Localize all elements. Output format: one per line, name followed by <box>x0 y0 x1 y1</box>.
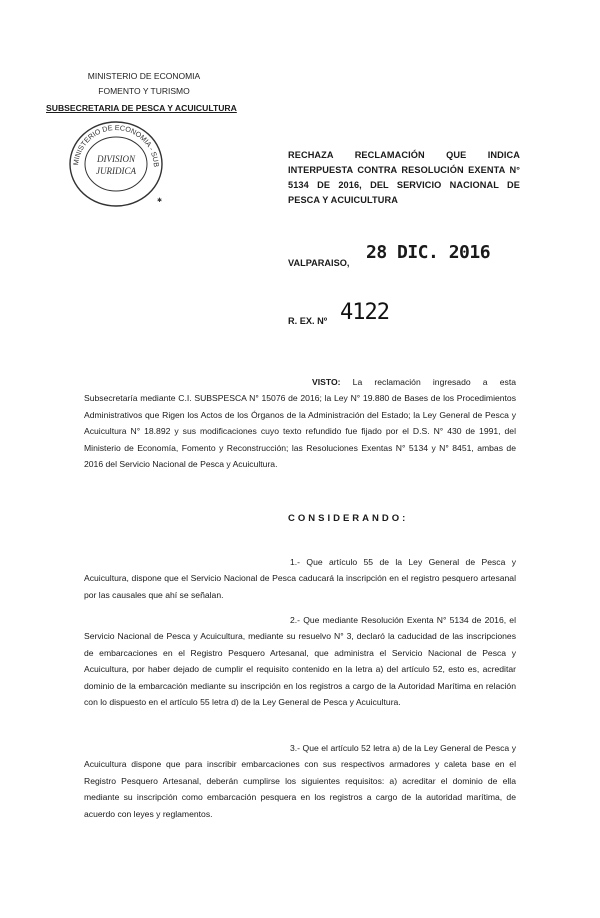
seal-graphic <box>62 112 170 210</box>
ministry-subtitle: FOMENTO Y TURISMO <box>98 86 190 96</box>
visto-label: VISTO: <box>312 377 341 387</box>
seal-center-line2: JURIDICA <box>96 166 136 176</box>
item-text: Que artículo 55 de la Ley General de Pesca y Acuicultura, dispone que el Servicio Nacional de Pesca caducará la inscripción en el registro pesquero artesanal por las causales que ahí se señalan. <box>84 557 516 600</box>
item-text: Que el artículo 52 letra a) de la Ley General de Pesca y Acuicultura dispone que para inscribir embarcaciones con sus respectivos armadores y caleta base en el Registro Pesquero Artesanal, deberán cumplirse los siguientes requisitos: a) acreditar el dominio de ella mediante su inscripción como embarcación pesquera en los registros a cargo de la autoridad marítima, de acuerdo con leyes y reglamentos. <box>84 743 516 819</box>
item-number: 3.- <box>290 743 301 753</box>
item-number: 2.- <box>290 615 301 625</box>
visto-text: La reclamación ingresado a esta Subsecretaría mediante C.I. SUBSPESCA N° 15076 de 2016; la Ley N° 19.880 de Bases de los Procedimientos Administrativos que Rigen los Actos de los Órganos de la Administración del Estado; la Ley General de Pesca y Acuicultura N° 18.892 y sus modificaciones cuyo texto refundido fue fijado por el D.S. N° 430 de 1991, del Ministerio de Economía, Fomento y Reconstrucción; las Resoluciones Exentas N° 5134 y N° 8451, ambas de 2016 del Servicio Nacional de Pesca y Acuicultura. <box>84 377 516 470</box>
considerando-item-1 <box>84 554 516 603</box>
resolution-title: RECHAZA RECLAMACIÓN QUE INDICA INTERPUESTA CONTRA RESOLUCIÓN EXENTA N° 5134 DE 2016, DEL SERVICIO NACIONAL DE PESCA Y ACUICULTURA <box>288 150 520 205</box>
seal-center-line1: DIVISION <box>97 154 135 164</box>
considerando-item-2 <box>84 612 516 710</box>
resolution-number-label: R. EX. Nº <box>288 316 328 326</box>
subsecretaria-name: SUBSECRETARIA DE PESCA Y ACUICULTURA <box>46 103 237 113</box>
ministry-name: MINISTERIO DE ECONOMIA <box>87 71 201 81</box>
seal-ring-text: MINISTERIO DE ECONOMIA - SUB <box>71 122 162 168</box>
place-label: VALPARAISO, <box>288 258 350 268</box>
resolution-date: 28 DIC. 2016 <box>366 242 491 263</box>
seal-star-icon: ✱ <box>157 198 163 204</box>
item-text: Que mediante Resolución Exenta N° 5134 de 2016, el Servicio Nacional de Pesca y Acuicultura, mediante su resuelvo N° 3, declaró la caducidad de las inscripciones de embarcaciones en el Registro Pesquero Artesanal, que administra el Servicio Nacional de Pesca y Acuicultura, por haber dejado de cumplir el requisito contenido en la letra a) del artículo 52, esto es, acreditar dominio de la embarcación mediante su inscripción en los registros a cargo de la Autoridad Marítima en relación con lo dispuesto en el artículo 55 letra d) de la Ley General de Pesca y Acuicultura. <box>84 615 516 708</box>
visto-paragraph <box>84 374 516 472</box>
considerando-item-3 <box>84 740 516 822</box>
item-number: 1.- <box>290 557 301 567</box>
division-juridica-seal <box>62 112 170 210</box>
resolution-number: 4122 <box>340 300 389 325</box>
considerando-heading: CONSIDERANDO: <box>288 513 409 524</box>
